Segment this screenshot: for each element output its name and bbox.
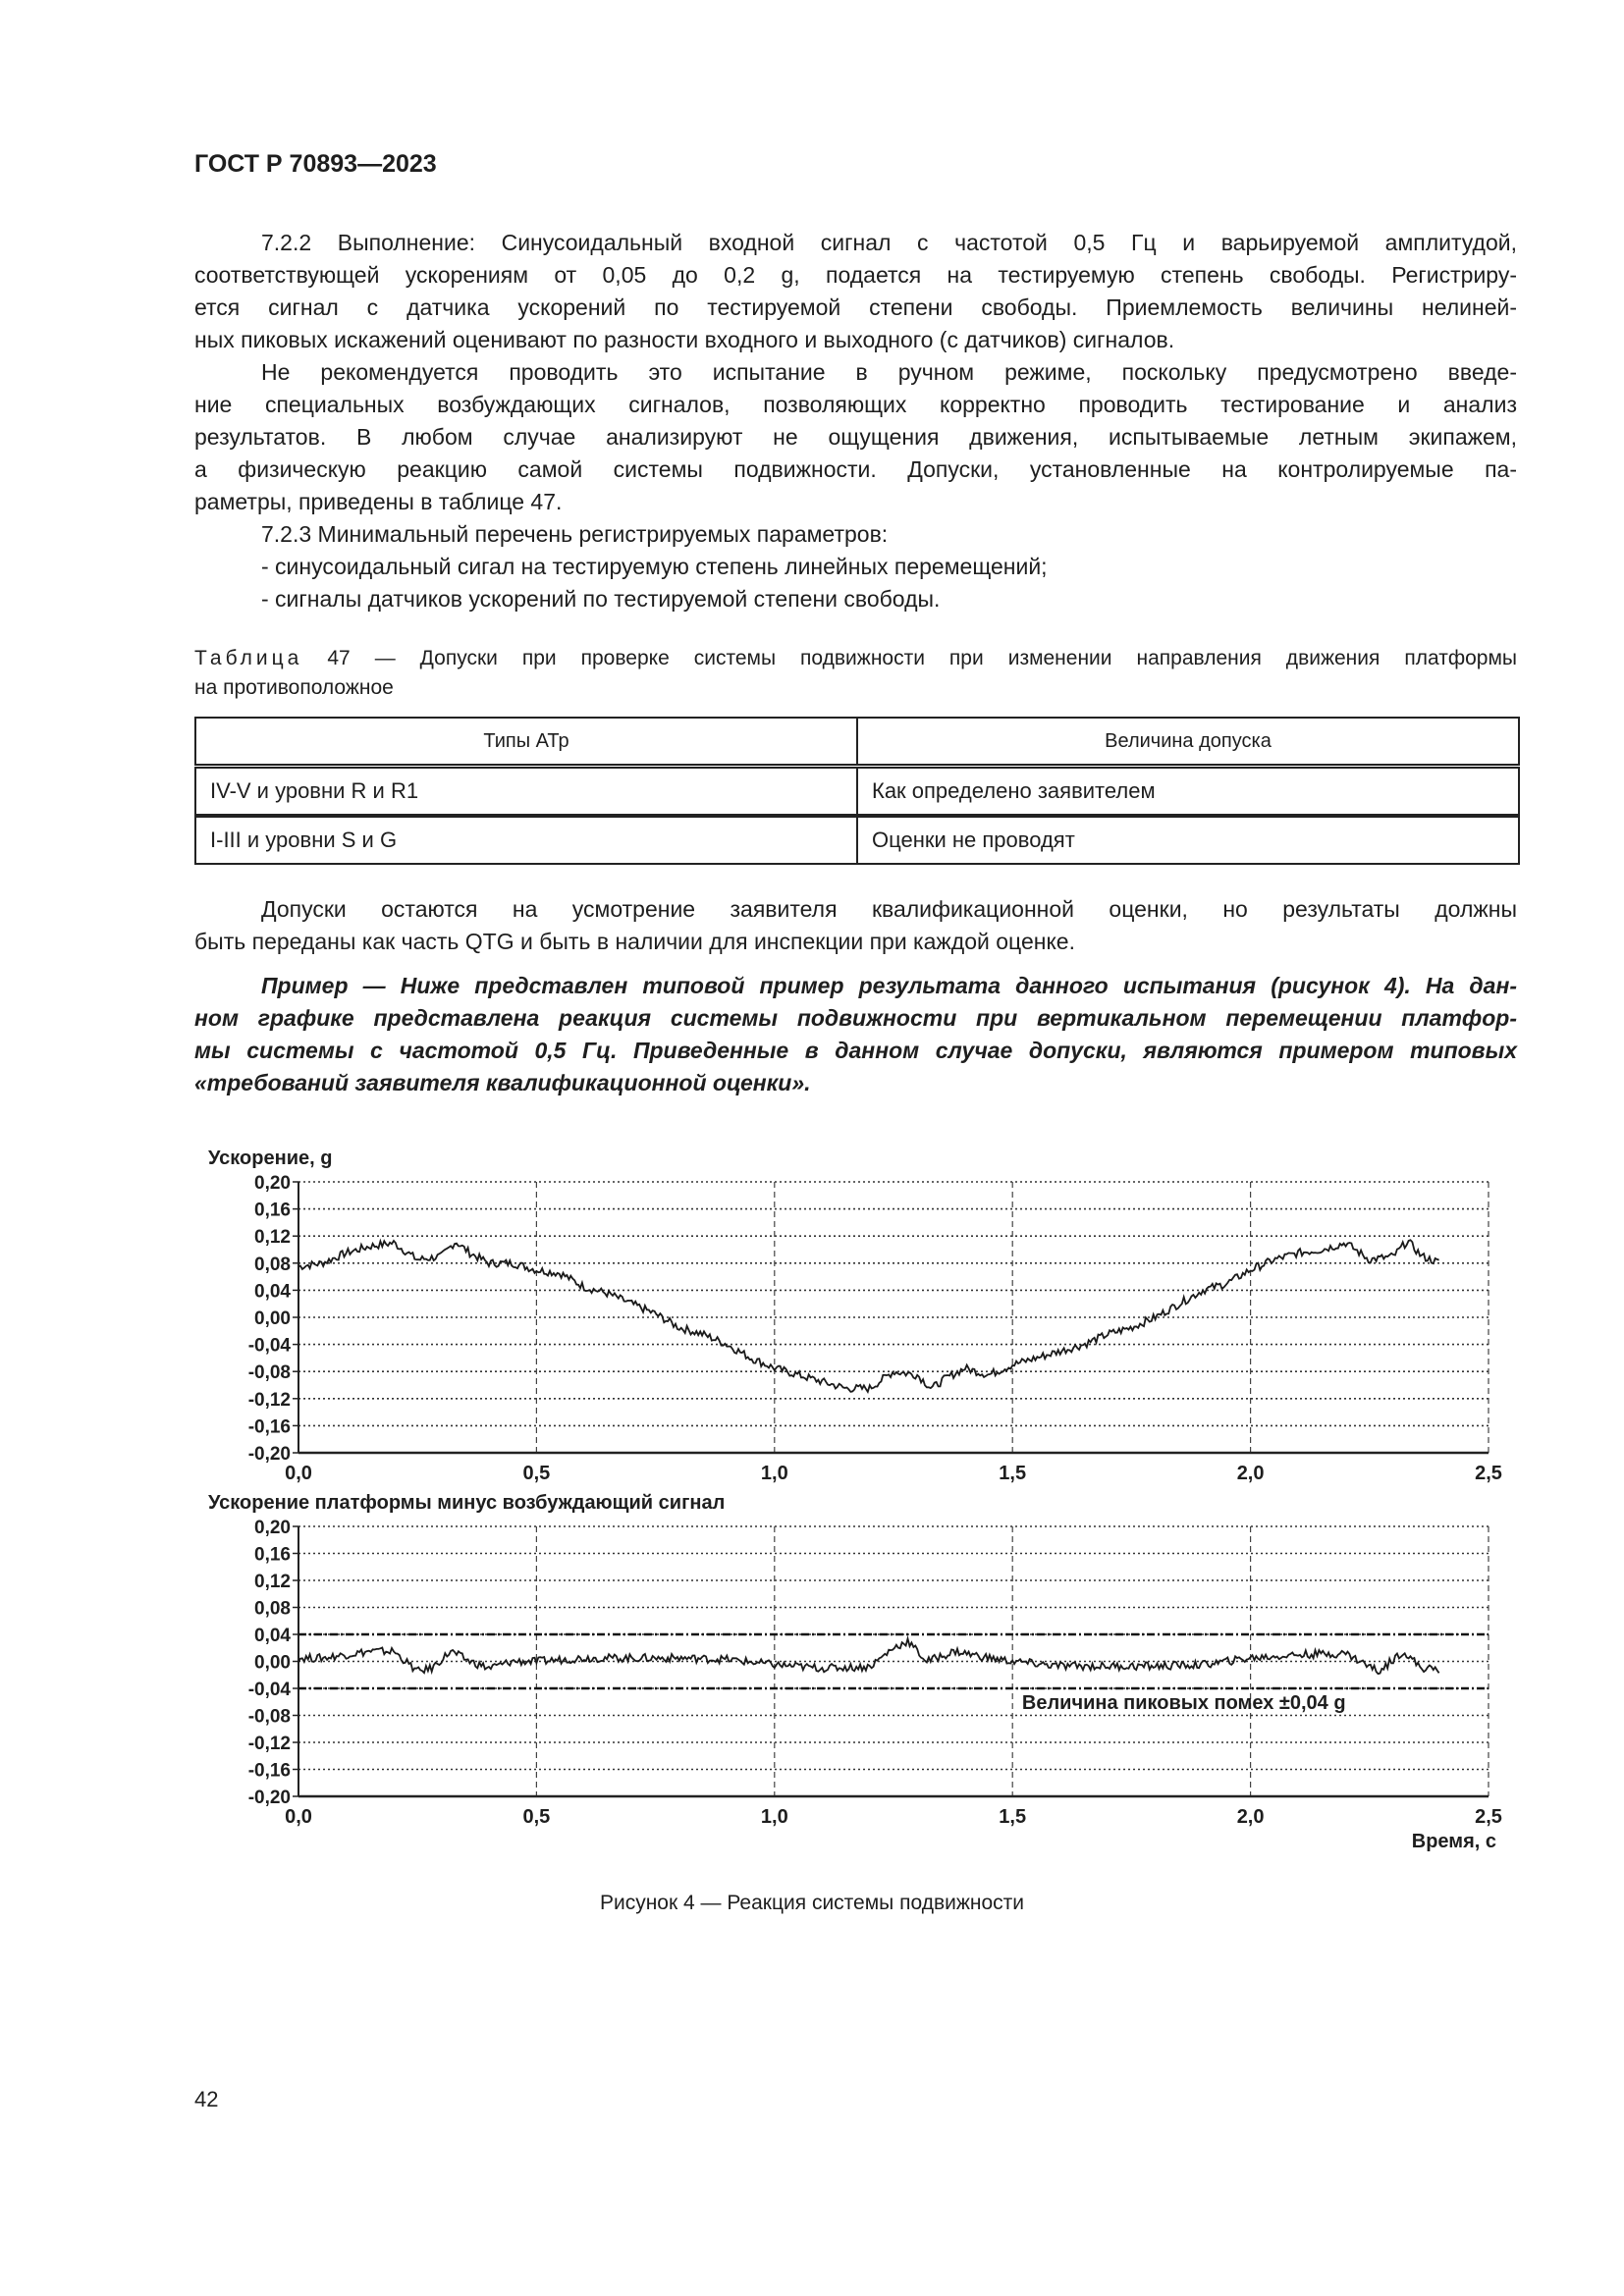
text-line: ном графике представлена реакция системы подвижности при вертикальном перемещении платфор- xyxy=(194,1005,1517,1031)
text-line: 7.2.2 Выполнение: Синусоидальный входной сигнал с частотой 0,5 Гц и варьируемой амплитудой, xyxy=(261,230,1517,255)
y-tick-label: -0,04 xyxy=(247,1680,291,1700)
y-tick-label: 0,04 xyxy=(254,1626,291,1646)
x-tick-label: 0,0 xyxy=(285,1463,312,1484)
y-tick-label: -0,08 xyxy=(247,1706,291,1728)
x-tick-label: 1,0 xyxy=(760,1806,788,1828)
chart-title: Ускорение платформы минус возбуждающий сигнал xyxy=(208,1492,726,1514)
text-line: быть переданы как часть QTG и быть в наличии для инспекции при каждой оценке. xyxy=(194,929,1075,954)
document-header: ГОСТ Р 70893—2023 xyxy=(194,150,437,178)
y-tick-label: 0,12 xyxy=(254,1572,291,1592)
page-number: 42 xyxy=(194,2087,219,2111)
y-tick-label: 0,12 xyxy=(254,1227,291,1249)
table-caption-text: 47 — Допуски при проверке системы подвижности при изменении направления движения платформы xyxy=(327,647,1517,669)
text-line: ных пиковых искажений оценивают по разности входного и выходного (с датчиков) сигналов. xyxy=(194,327,1175,352)
column-header: Типы АТр xyxy=(195,718,857,767)
text-line: а физическую реакцию самой системы подвижности. Допуски, установленные на контролируемые па- xyxy=(194,456,1517,482)
y-tick-label: 0,20 xyxy=(254,1518,291,1538)
x-tick-label: 2,0 xyxy=(1236,1806,1265,1828)
x-tick-label: 1,0 xyxy=(760,1463,788,1484)
text-line: Не рекомендуется проводить это испытание в ручном режиме, поскольку предусмотрено введе- xyxy=(261,359,1517,385)
table-caption-label: Таблица xyxy=(194,647,303,669)
data-series-line xyxy=(298,1638,1439,1674)
y-tick-label: -0,16 xyxy=(247,1416,291,1438)
x-tick-label: 0,5 xyxy=(522,1806,551,1828)
x-tick-label: 1,5 xyxy=(999,1463,1027,1484)
text-line: «требований заявителя квалификационной оценки». xyxy=(194,1070,811,1095)
y-tick-label: -0,20 xyxy=(247,1444,291,1465)
x-tick-label: 2,0 xyxy=(1236,1463,1265,1484)
bullet-item: - синусоидальный сигал на тестируемую степень линейных перемещений; xyxy=(261,554,1048,579)
table-caption-text: на противоположное xyxy=(194,676,394,699)
y-tick-label: -0,12 xyxy=(247,1389,291,1411)
x-tick-label: 0,0 xyxy=(285,1806,312,1828)
y-tick-label: 0,20 xyxy=(254,1173,291,1194)
y-tick-label: 0,08 xyxy=(254,1598,291,1620)
x-tick-label: 2,5 xyxy=(1475,1806,1502,1828)
x-axis-label: Время, с xyxy=(1411,1831,1496,1852)
text-line: Пример — Ниже представлен типовой пример результата данного испытания (рисунок 4). На дан- xyxy=(261,973,1517,998)
y-tick-label: 0,00 xyxy=(254,1308,291,1329)
tolerance-annotation: Величина пиковых помех ±0,04 g xyxy=(1021,1691,1346,1714)
text-line: раметры, приведены в таблице 47. xyxy=(194,489,563,514)
y-tick-label: 0,08 xyxy=(254,1254,291,1275)
table-cell: Как определено заявителем xyxy=(857,767,1519,817)
column-header: Величина допуска xyxy=(857,718,1519,767)
x-tick-label: 0,5 xyxy=(522,1463,551,1484)
paragraph-7-2-3: 7.2.3 Минимальный перечень регистрируемых параметров: xyxy=(261,521,889,547)
x-tick-label: 2,5 xyxy=(1475,1463,1502,1484)
y-tick-label: -0,08 xyxy=(247,1362,291,1384)
table-cell: IV-V и уровни R и R1 xyxy=(195,767,857,817)
text-line: соответствующей ускорениям от 0,05 до 0,2 g, подается на тестируемую степень свободы. Регистриру- xyxy=(194,262,1517,288)
y-tick-label: 0,16 xyxy=(254,1200,291,1221)
table-cell: Оценки не проводят xyxy=(857,816,1519,864)
text-line: мы системы с частотой 0,5 Гц. Приведенные в данном случае допуски, являются примером типовых xyxy=(194,1038,1517,1063)
bullet-item: - сигналы датчиков ускорений по тестируемой степени свободы. xyxy=(261,586,941,612)
x-tick-label: 1,5 xyxy=(999,1806,1027,1828)
chart-title: Ускорение, g xyxy=(208,1148,333,1169)
y-tick-label: -0,16 xyxy=(247,1760,291,1782)
text-line: ние специальных возбуждающих сигналов, позволяющих корректно проводить тестирование и анализ xyxy=(194,392,1517,417)
y-tick-label: 0,04 xyxy=(254,1281,291,1303)
figure-caption: Рисунок 4 — Реакция системы подвижности xyxy=(599,1892,1025,1914)
text-line: Допуски остаются на усмотрение заявителя квалификационной оценки, но результаты должны xyxy=(261,896,1517,922)
table-cell: I-III и уровни S и G xyxy=(195,816,857,864)
y-tick-label: 0,00 xyxy=(254,1652,291,1674)
y-tick-label: -0,12 xyxy=(247,1734,291,1754)
text-line: результатов. В любом случае анализируют не ощущения движения, испытываемые летным экипажем, xyxy=(194,424,1517,450)
y-tick-label: 0,16 xyxy=(254,1544,291,1566)
y-tick-label: -0,20 xyxy=(247,1788,291,1808)
y-tick-label: -0,04 xyxy=(247,1335,291,1357)
text-line: ется сигнал с датчика ускорений по тестируемой степени свободы. Приемлемость величины нелиней- xyxy=(194,294,1517,320)
